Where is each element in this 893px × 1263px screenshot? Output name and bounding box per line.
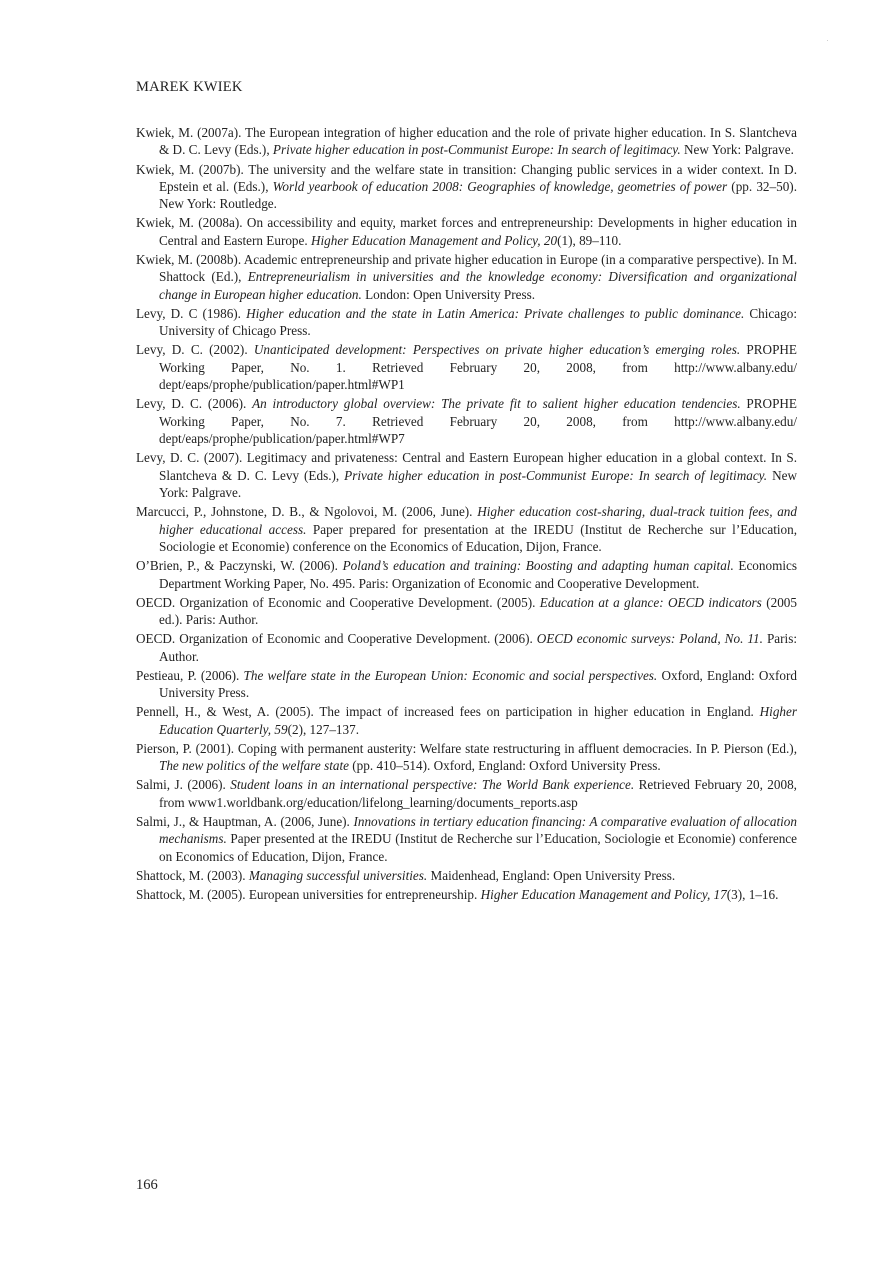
reference-entry	[136, 251, 797, 303]
reference-title: Managing successful universities.	[248, 867, 428, 883]
reference-text: New York: Palgrave.	[159, 467, 797, 501]
reference-text: Economics Department Working Paper, No. 495. Paris: Organization of Economic and Cooperative Development.	[159, 558, 797, 591]
reference-entry	[136, 740, 797, 775]
reference-title: Higher education cost-sharing, dual-track tuition fees, and higher educational access.	[159, 504, 797, 537]
reference-entry	[136, 305, 797, 340]
reference-text: (pp. 32–50). New York: Routledge.	[159, 178, 797, 212]
reference-text: Paper presented at the IREDU (Institut de Recherche sur l’Education, Sociologie et Economie) conference on Economics of Education, Dijon, France.	[159, 831, 797, 864]
reference-title: Poland’s education and training: Boosting and adapting human capital.	[342, 558, 734, 574]
reference-text: (2), 127–137.	[287, 721, 360, 737]
reference-text: Kwiek, M. (2007a). The European integration of higher education and the role of private higher education. In S. Slantcheva & D. C. Levy (Eds.),	[136, 125, 797, 158]
reference-entry	[136, 630, 797, 665]
reference-title: Innovations in tertiary education financing: A comparative evaluation of allocation mechanisms.	[159, 813, 797, 847]
reference-text: Levy, D. C. (2007). Legitimacy and privateness: Central and Eastern European higher education in a global context. In S. Slantcheva & D. C. Levy (Eds.),	[136, 450, 797, 483]
reference-title: OECD economic surveys: Poland, No. 11.	[536, 631, 763, 647]
reference-text: New York: Palgrave.	[680, 142, 794, 158]
reference-title: Entrepreneurialism in universities and the knowledge economy: Diversification and organizational change in European higher education.	[159, 269, 797, 302]
reference-text: PROPHE Working Paper, No. 1. Retrieved February 20, 2008, from http://www.albany.edu/ dept/eaps/prophe/publication/paper.html#WP1	[159, 342, 797, 393]
reference-title: Student loans in an international perspective: The World Bank experience.	[230, 777, 635, 793]
reference-text: Pestieau, P. (2006).	[136, 667, 244, 683]
reference-entry	[136, 867, 797, 884]
reference-title: Private higher education in post-Communist Europe: In search of legitimacy.	[272, 142, 681, 158]
reference-title: Unanticipated development: Perspectives on private higher education’s emerging roles.	[253, 342, 741, 358]
reference-title: Higher education and the state in Latin America: Private challenges to public dominance.	[246, 305, 745, 321]
reference-text: Levy, D. C (1986).	[136, 305, 247, 321]
reference-text: Shattock, M. (2005). European universities for entrepreneurship.	[136, 886, 481, 902]
page-number: 166	[136, 1177, 158, 1193]
reference-text: Maidenhead, England: Open University Press.	[427, 867, 676, 883]
reference-text: Shattock, M. (2003).	[136, 867, 249, 883]
reference-text: Paper prepared for presentation at the IREDU (Institut de Recherche sur l’Education, Sociologie et Economie) conference on the Economics of Education, Dijon, France.	[159, 521, 798, 555]
reference-text: London: Open University Press.	[361, 286, 536, 302]
reference-text: Marcucci, P., Johnstone, D. B., & Ngolovoi, M. (2006, June).	[136, 504, 478, 520]
reference-title: An introductory global overview: The private fit to salient higher education tendencies.	[252, 396, 741, 412]
reference-entry	[136, 161, 797, 213]
reference-entry	[136, 395, 797, 447]
scan-mark	[827, 40, 828, 41]
reference-entry	[136, 667, 797, 702]
reference-text: Chicago: University of Chicago Press.	[159, 305, 797, 339]
reference-entry	[136, 214, 797, 249]
running-head: MAREK KWIEK	[136, 79, 243, 95]
reference-text: OECD. Organization of Economic and Cooperative Development. (2005).	[136, 594, 540, 610]
reference-text: Kwiek, M. (2008b). Academic entrepreneurship and private higher education in Europe (in a comparative perspective). In M. Shattock (Ed.),	[136, 251, 797, 285]
reference-text: Paris: Author.	[159, 631, 797, 664]
reference-entry	[136, 886, 797, 903]
reference-title: Higher Education Quarterly, 59	[159, 704, 797, 737]
reference-text: (pp. 410–514). Oxford, England: Oxford University Press.	[348, 758, 661, 774]
reference-text: Pierson, P. (2001). Coping with permanent austerity: Welfare state restructuring in affluent democracies. In P. Pierson (Ed.),	[136, 740, 797, 756]
reference-entry	[136, 449, 797, 501]
reference-text: Kwiek, M. (2008a). On accessibility and equity, market forces and entrepreneurship: Developments in higher education in Central and Eastern Europe.	[136, 215, 797, 248]
reference-text: (3), 1–16.	[726, 886, 779, 902]
reference-text: OECD. Organization of Economic and Cooperative Development. (2006).	[136, 631, 537, 647]
reference-title: Education at a glance: OECD indicators	[539, 594, 762, 610]
reference-entry	[136, 557, 797, 592]
reference-text: (1), 89–110.	[557, 232, 622, 248]
reference-entry	[136, 594, 797, 629]
reference-text: Salmi, J. (2006).	[136, 777, 231, 793]
reference-entry	[136, 341, 797, 393]
reference-list	[136, 124, 797, 905]
reference-text: (2005 ed.). Paris: Author.	[159, 594, 797, 628]
reference-title: Higher Education Management and Policy, 20	[310, 232, 558, 248]
reference-text: Levy, D. C. (2002).	[136, 342, 254, 358]
reference-text: PROPHE Working Paper, No. 7. Retrieved February 20, 2008, from http://www.albany.edu/ dept/eaps/prophe/publication/paper.html#WP7	[159, 396, 797, 447]
reference-text: Pennell, H., & West, A. (2005). The impact of increased fees on participation in higher education in England.	[136, 704, 760, 720]
reference-text: Kwiek, M. (2007b). The university and the welfare state in transition: Changing public services in a wider context. In D. Epstein et al. (Eds.),	[136, 161, 797, 194]
reference-entry	[136, 703, 797, 738]
reference-entry	[136, 124, 797, 159]
reference-text: Retrieved February 20, 2008, from www1.worldbank.org/education/lifelong_learning/documents_reports.asp	[159, 777, 797, 810]
reference-text: O’Brien, P., & Paczynski, W. (2006).	[136, 558, 343, 574]
reference-text: Levy, D. C. (2006).	[136, 396, 253, 412]
reference-entry	[136, 503, 797, 555]
reference-title: Higher Education Management and Policy, 17	[480, 886, 727, 902]
reference-entry	[136, 776, 797, 811]
reference-title: World yearbook of education 2008: Geographies of knowledge, geometries of power	[272, 178, 728, 194]
reference-entry	[136, 813, 797, 865]
reference-title: The welfare state in the European Union: Economic and social perspectives.	[243, 667, 658, 683]
reference-title: Private higher education in post-Communist Europe: In search of legitimacy.	[344, 467, 768, 483]
reference-text: Oxford, England: Oxford University Press.	[159, 667, 797, 701]
reference-text: Salmi, J., & Hauptman, A. (2006, June).	[136, 813, 354, 829]
reference-title: The new politics of the welfare state	[159, 758, 349, 774]
